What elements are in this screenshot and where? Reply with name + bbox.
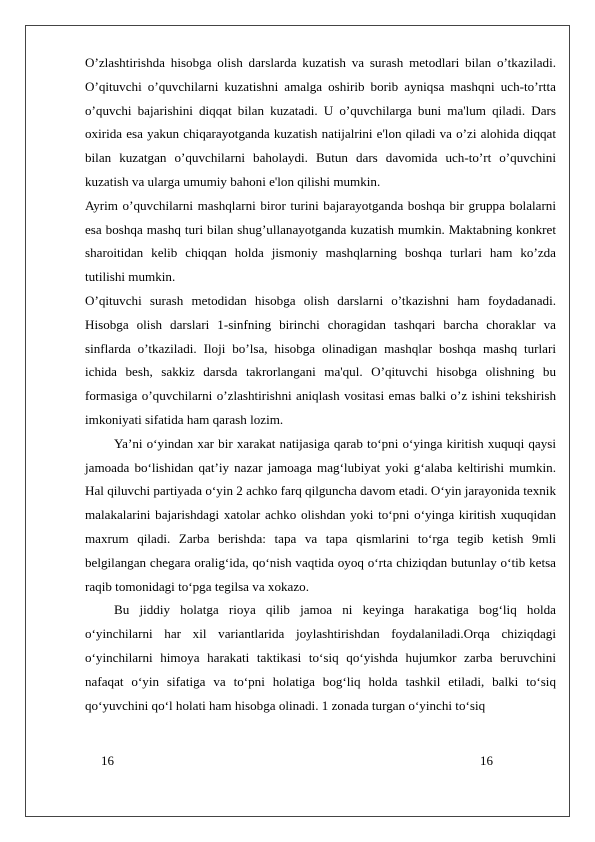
paragraph-4: Ya’ni o‘yindan xar bir xarakat natijasiga qarab to‘pni o‘yinga kiritish xuquqi qaysi jamoada bo‘lishidan qat’iy nazar jamoaga mag‘lubiyat yoki g‘alaba keltirishi mumkin. Hal qiluvchi partiyada o‘yin 2 achko farq qilguncha davom etadi. O‘yin jarayonida texnik malakalarini bajarishdagi xatolar achko olishdan yoki to‘pni o‘yinga kiritish xuquqidan maxrum qiladi. Zarba berishda: tapa va tapa qismlarini to‘rga tegib ketish 9mli belgilangan chegara oralig‘ida, qo‘nish vaqtida oyoq o‘rta chiziqdan butunlay o‘tib ketsa raqib tomonidagi to‘pga tegilsa va xokazo. bbox=[85, 435, 556, 594]
document-body bbox=[85, 51, 556, 717]
page-number-right: 16 bbox=[480, 753, 493, 768]
paragraph-3: O’qituvchi surash metodidan hisobga olish darslarni o’tkazishni ham foydadanadi. Hisobga olish darslari 1-sinfning birinchi choragidan tashqari barcha choraklar va sinflarda o’tkaziladi. Iloji bo’lsa, hisobga olinadigan mashqlar boshqa mashq turlari ichida besh, sakkiz darsda takrorlangani ma'qul. O’qituvchi hisobga olishning bu formasiga o’quvchilarni o’zlashtirishni aniqlash vositasi emas balki o’z ishini tekshirish imkoniyati sifatida ham qarash lozim. bbox=[85, 292, 556, 427]
paragraph-1: O’zlashtirishda hisobga olish darslarda kuzatish va surash metodlari bilan o’tkaziladi. O’qituvchi o’quvchilarni kuzatishni amalga oshirib borib ayniqsa mashqni uch-to’rtta o’quvchi bajarishini diqqat bilan kuzatadi. U o’quvchilarga buni ma'lum qiladi. Dars oxirida esa yakun chiqarayotganda kuzatish natijalrini e'lon qiladi va o’zi alohida diqqat bilan kuzatgan o’quvchilarni baholaydi. Butun dars davomida uch-to’rt o’quvchini kuzatish va ularga umumiy bahoni e'lon qilishi mumkin. bbox=[85, 55, 556, 189]
paragraph-5: Bu jiddiy holatga rioya qilib jamoa ni keyinga harakatiga bog‘liq holda o‘yinchilarni har xil variantlarida joylashtirishdan foydalaniladi.Orqa chiziqdagi o‘yinchilarni himoya harakati taktikasi to‘siq qo‘yishda hujumkor zarba beruvchini nafaqat o‘yin sifatiga va to‘pni holatiga bog‘liq holda tashkil etiladi, balki to‘siq qo‘yuvchini qo‘l holati ham hisobga olinadi. 1 zonada turgan o‘yinchi to‘siq bbox=[85, 602, 556, 713]
paragraph-2: Ayrim o’quvchilarni mashqlarni biror turini bajarayotganda boshqa bir gruppa bolalarni esa boshqa mashq turi bilan shug’ullanayotganda kuzatish mumkin. Maktabning konkret sharoitidan kelib chiqqan holda jismoniy mashqlarning boshqa turlari ham ko’zda tutilishi mumkin. bbox=[85, 197, 556, 285]
page-number-left: 16 bbox=[101, 753, 114, 768]
